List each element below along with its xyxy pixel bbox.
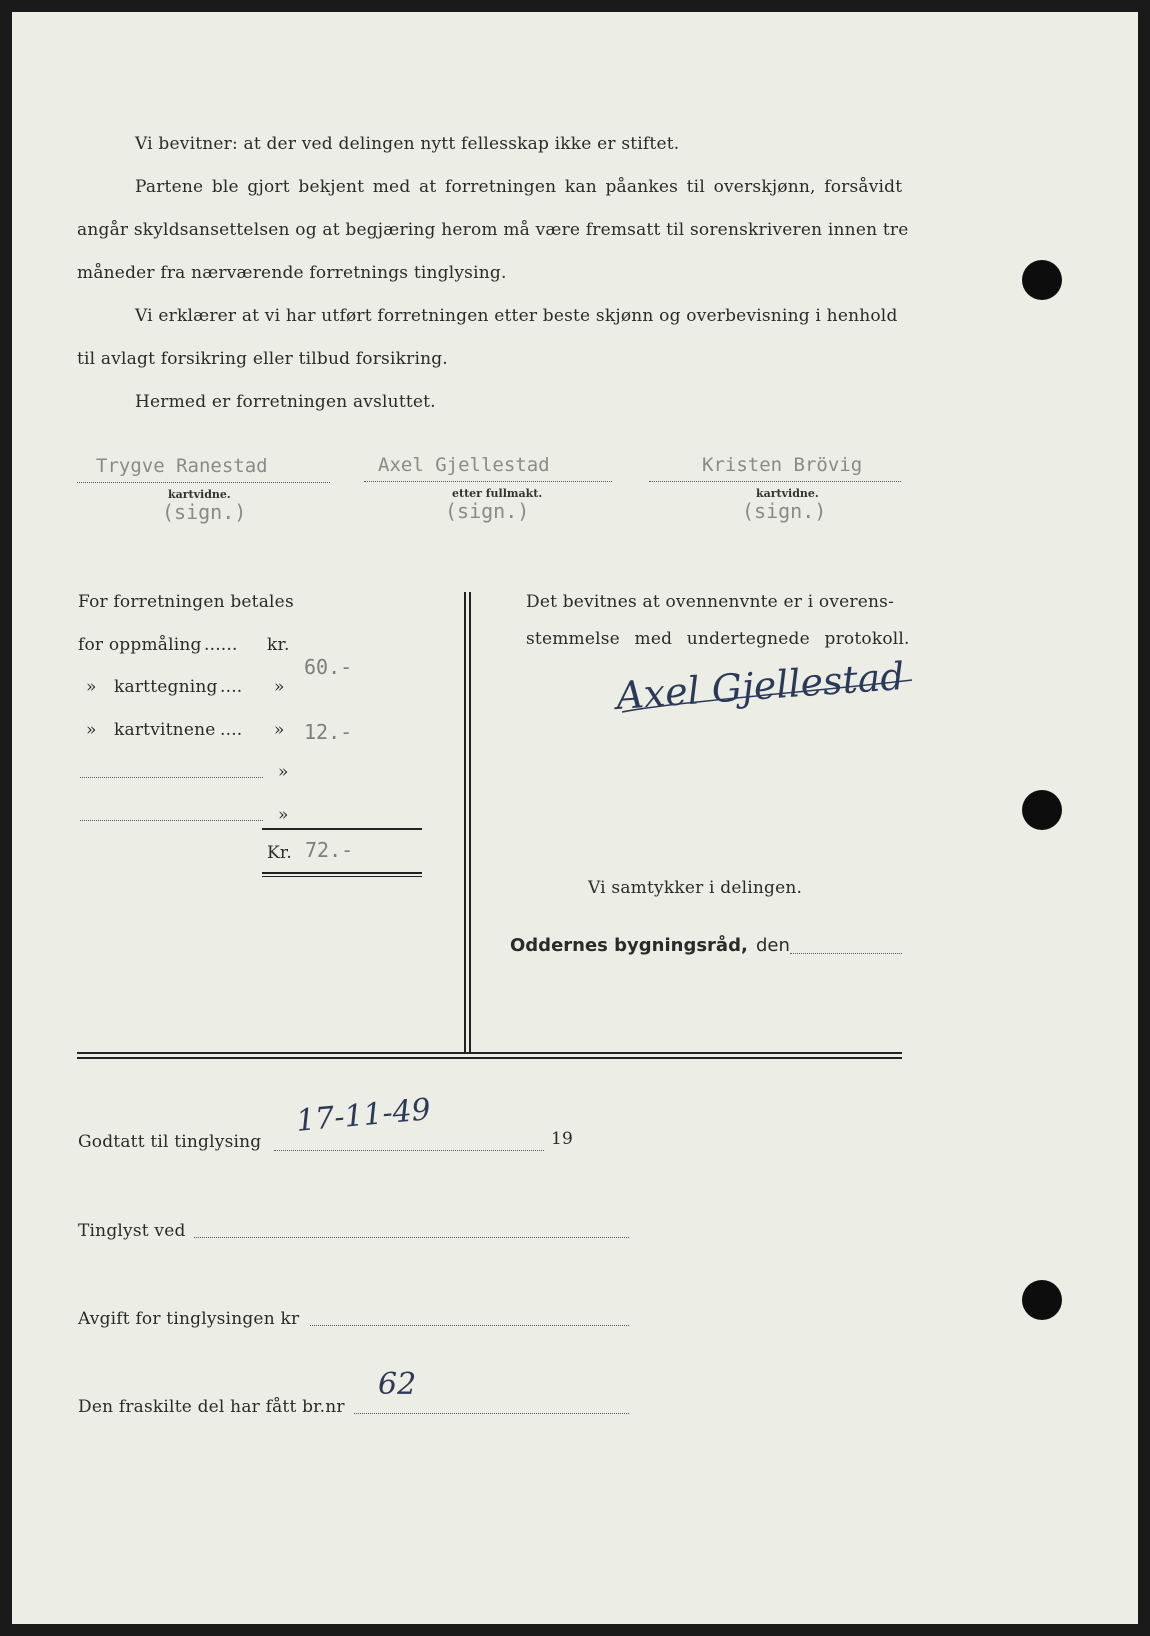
godtatt-date-handwritten: 17-11-49 — [294, 1092, 433, 1139]
signature-flourish — [612, 662, 922, 752]
section-rule-top — [77, 1052, 902, 1054]
paragraph-fellesskap: Vi bevitner: at der ved delingen nytt fellesskap ikke er stiftet. — [135, 134, 680, 154]
fee-kartvitnene-value: 12.- — [304, 720, 353, 744]
signature-name-3: Kristen Brövig — [702, 454, 863, 476]
fee-oppmaling-value: 60.- — [304, 655, 353, 679]
fee-blank-line-2 — [80, 820, 263, 821]
fee-total-label: Kr. — [267, 843, 292, 863]
tinglyst-line — [194, 1237, 629, 1238]
fee-kartvitnene-ditto: » — [86, 720, 97, 740]
punch-hole-bottom — [1022, 1280, 1062, 1320]
signature-sign-3: (sign.) — [742, 499, 827, 523]
fee-total-value: 72.- — [305, 838, 354, 862]
consent-text: Vi samtykker i delingen. — [588, 878, 803, 898]
fee-sum-rule — [262, 828, 422, 830]
signature-role-3: kartvidne. — [756, 487, 819, 500]
fee-oppmaling-unit: kr. — [267, 635, 290, 655]
fees-heading: For forretningen betales — [78, 592, 294, 612]
paragraph-paanke-line3: måneder fra nærværende forretnings tinglysing. — [77, 263, 507, 283]
document-page — [12, 12, 1138, 1624]
paragraph-paanke-line1: Partene ble gjort bekjent med at forretningen kan påankes til overskjønn, forsåvidt — [135, 177, 903, 197]
signature-line-3 — [649, 481, 901, 482]
fee-oppmaling-label: for oppmåling — [78, 635, 202, 655]
fee-blank-ditto-2: » — [278, 805, 289, 825]
punch-hole-middle — [1022, 790, 1062, 830]
godtatt-year-suffix: 19 — [551, 1129, 574, 1149]
godtatt-line — [274, 1150, 544, 1151]
fee-kartvitnene-dots: .... — [220, 720, 243, 740]
vertical-divider-left — [464, 592, 466, 1052]
brnr-handwritten: 62 — [378, 1367, 417, 1402]
brnr-label: Den fraskilte del har fått br.nr — [78, 1397, 345, 1417]
paragraph-paanke-line2: angår skyldsansettelsen og at begjæring herom må være fremsatt til sorenskriveren innen tre — [77, 220, 909, 240]
attestation-line1: Det bevitnes at ovennenvnte er i overens- — [526, 592, 895, 612]
fee-kartvitnene-label: kartvitnene — [114, 720, 216, 740]
paragraph-erklaering-line2: til avlagt forsikring eller tilbud forsikring. — [77, 349, 448, 369]
avgift-label: Avgift for tinglysingen kr — [78, 1309, 300, 1329]
fee-karttegning-label: karttegning — [114, 677, 218, 697]
fee-karttegning-ditto: » — [86, 677, 97, 697]
council-name: Oddernes bygningsråd, — [510, 935, 748, 956]
attestation-handwritten-signature: Axel Gjellestad — [614, 653, 906, 719]
tinglyst-label: Tinglyst ved — [78, 1221, 186, 1241]
avgift-line — [310, 1325, 629, 1326]
punch-hole-top — [1022, 260, 1062, 300]
signature-role-1: kartvidne. — [168, 488, 231, 501]
signature-line-1 — [77, 482, 330, 483]
fee-karttegning-dots: .... — [220, 677, 243, 697]
fee-oppmaling-dots: ...... — [204, 635, 238, 655]
fee-blank-line-1 — [80, 777, 263, 778]
section-rule-bottom — [77, 1057, 902, 1059]
attestation-line2: stemmelse med undertegnede protokoll. — [526, 629, 910, 649]
fee-karttegning-ditto-right: » — [274, 677, 285, 697]
paragraph-avsluttet: Hermed er forretningen avsluttet. — [135, 392, 436, 412]
brnr-line — [354, 1413, 629, 1414]
signature-line-2 — [364, 481, 612, 482]
fee-total-rule-2 — [262, 876, 422, 877]
signature-sign-2: (sign.) — [445, 499, 530, 523]
signature-sign-1: (sign.) — [162, 500, 247, 524]
fee-blank-ditto-1: » — [278, 762, 289, 782]
signature-name-2: Axel Gjellestad — [378, 454, 550, 476]
signature-role-2: etter fullmakt. — [452, 487, 543, 500]
council-den: den — [756, 935, 790, 956]
paragraph-erklaering-line1: Vi erklærer at vi har utført forretningen etter beste skjønn og overbevisning i henhold — [135, 306, 898, 326]
vertical-divider-right — [469, 592, 471, 1052]
godtatt-label: Godtatt til tinglysing — [78, 1132, 262, 1152]
signature-name-1: Trygve Ranestad — [96, 455, 268, 477]
council-date-line — [790, 953, 902, 954]
fee-total-rule-1 — [262, 872, 422, 874]
fee-kartvitnene-ditto-right: » — [274, 720, 285, 740]
